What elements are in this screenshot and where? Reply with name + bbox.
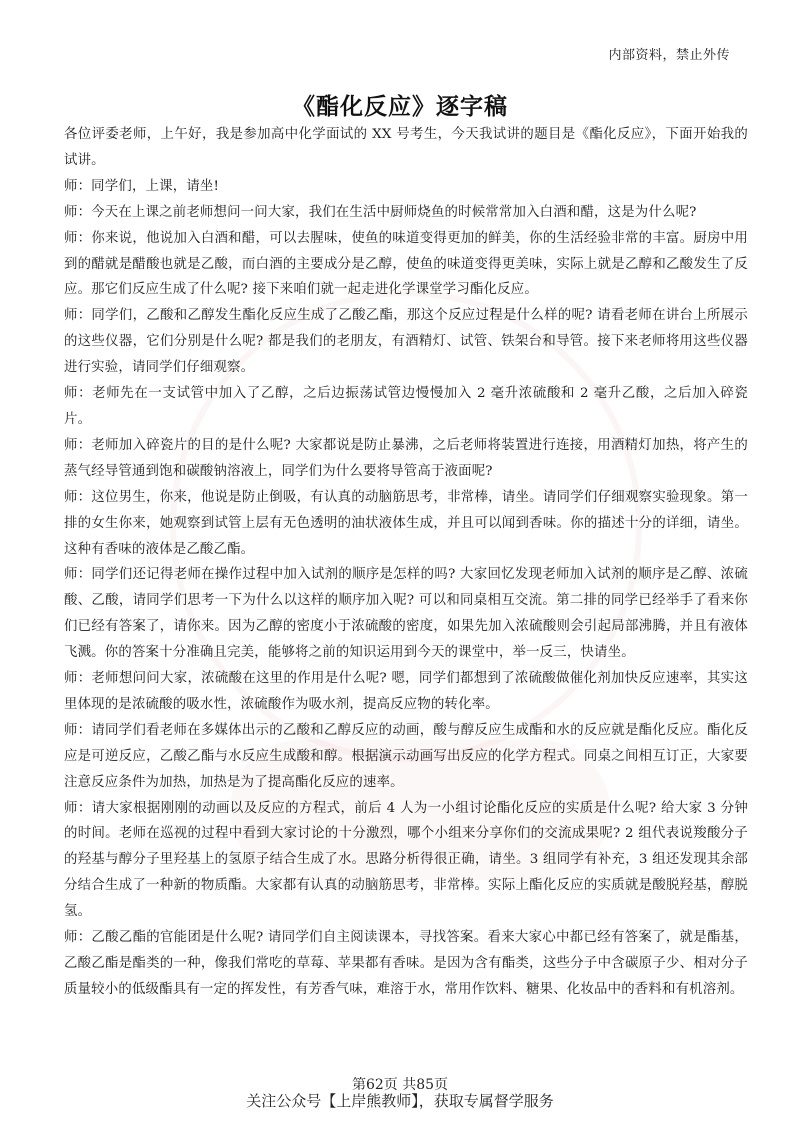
paragraph: 师：同学们，上课，请坐! (64, 178, 220, 194)
paragraph: 各位评委老师，上午好，我是参加高中化学面试的 XX 号考生，今天我试讲的题目是《酯化反应》，下面开始我的试讲。 (64, 127, 748, 168)
paragraph: 师：乙酸乙酯的官能团是什么呢? 请同学们自主阅读课本，寻找答案。看来大家心中都已经有答案了，就是酯基，乙酸乙酯是酯类的一种，像我们常吃的草莓、苹果都有香味。是因为含有酯类，这些分子中含碳原子少、相对分子质量较小的低级酯具有一定的挥发性，有芳香气味，难溶于水，常用作饮料、糖果、化妆品中的香料和有机溶剂。 (64, 930, 748, 997)
paragraph: 师：老师先在一支试管中加入了乙醇，之后边振荡试管边慢慢加入 2 毫升浓硫酸和 2 毫升乙酸，之后加入碎瓷片。 (64, 386, 748, 427)
document-title: 《酯化反应》逐字稿 (292, 93, 508, 120)
paragraph: 师：老师想问问大家，浓硫酸在这里的作用是什么呢? 嗯，同学们都想到了浓硫酸做催化剂加快反应速率，其实这里体现的是浓硫酸的吸水性，浓硫酸作为吸水剂，提高反应物的转化率。 (64, 671, 748, 712)
paragraph: 师：老师加入碎瓷片的目的是什么呢? 大家都说是防止暴沸，之后老师将装置进行连接，用酒精灯加热，将产生的蒸气经导管通到饱和碳酸钠溶液上，同学们为什么要将导管高于液面呢? (64, 437, 748, 479)
paragraph: 师：同学们，乙酸和乙醇发生酯化反应生成了乙酸乙酯，那这个反应过程是什么样的呢? 请看老师在讲台上所展示的这些仪器，它们分别是什么呢? 都是我们的老朋友，有酒精灯、试管、铁架台和导管。接下来老师将用这些仪器进行实验，请同学们仔细观察。 (64, 308, 748, 376)
header-note: 内部资料，禁止外传 (608, 48, 730, 63)
paragraph: 师：请大家根据刚刚的动画以及反应的方程式，前后 4 人为一小组讨论酯化反应的实质是什么呢? 给大家 3 分钟的时间。老师在巡视的过程中看到大家讨论的十分激烈，哪个小组来分享你们的交流成果呢? 2 组代表说羧酸分子的羟基与醇分子里羟基上的氢原子结合生成了水。思路分析得很正确，请坐。3 组同学有补充，3 组还发现其余部分结合生成了一种新的物质酯。大家都有认真的动脑筋思考，非常棒。实际上酯化反应的实质就是酸脱羟基，醇脱氢。 (64, 800, 748, 920)
paragraph: 师：这位男生，你来，他说是防止倒吸，有认真的动脑筋思考，非常棒，请坐。请同学们仔细观察实验现象。第一排的女生你来，她观察到试管上层有无色透明的油状液体生成，并且可以闻到香味。你的描述十分的详细，请坐。这种有香味的液体是乙酸乙酯。 (64, 489, 748, 557)
document-body (64, 122, 748, 1003)
paragraph: 师：同学们还记得老师在操作过程中加入试剂的顺序是怎样的吗? 大家回忆发现老师加入试剂的顺序是乙醇、浓硫酸、乙酸，请同学们思考一下为什么以这样的顺序加入呢? 可以和同桌相互交流。第二排的同学已经举手了看来你们已经有答案了，请你来。因为乙醇的密度小于浓硫酸的密度，如果先加入浓硫酸则会引起局部沸腾，并且有液体飞溅。你的答案十分准确且完美，能够将之前的知识运用到今天的课堂中，举一反三，快请坐。 (64, 567, 748, 661)
footer-promo: 关注公众号【上岸熊教师】，获取专属督学服务 (246, 1092, 554, 1110)
paragraph: 师：请同学们看老师在多媒体出示的乙酸和乙醇反应的动画，酸与醇反应生成酯和水的反应就是酯化反应。酯化反应是可逆反应，乙酸乙酯与水反应生成酸和醇。根据演示动画写出反应的化学方程式。同桌之间相互订正，大家要注意反应条件为加热，加热是为了提高酯化反应的速率。 (64, 722, 748, 790)
page-number: 第62页 共85页 (351, 1077, 449, 1093)
paragraph: 师：今天在上课之前老师想问一问大家，我们在生活中厨师烧鱼的时候常常加入白酒和醋，这是为什么呢? (64, 204, 697, 220)
paragraph: 师：你来说，他说加入白酒和醋，可以去腥味，使鱼的味道变得更加的鲜美，你的生活经验非常的丰富。厨房中用到的醋就是醋酸也就是乙酸，而白酒的主要成分是乙醇，使鱼的味道变得更美味，实际上就是乙醇和乙酸发生了反应。那它们反应生成了什么呢? 接下来咱们就一起走进化学课堂学习酯化反应。 (64, 230, 748, 298)
